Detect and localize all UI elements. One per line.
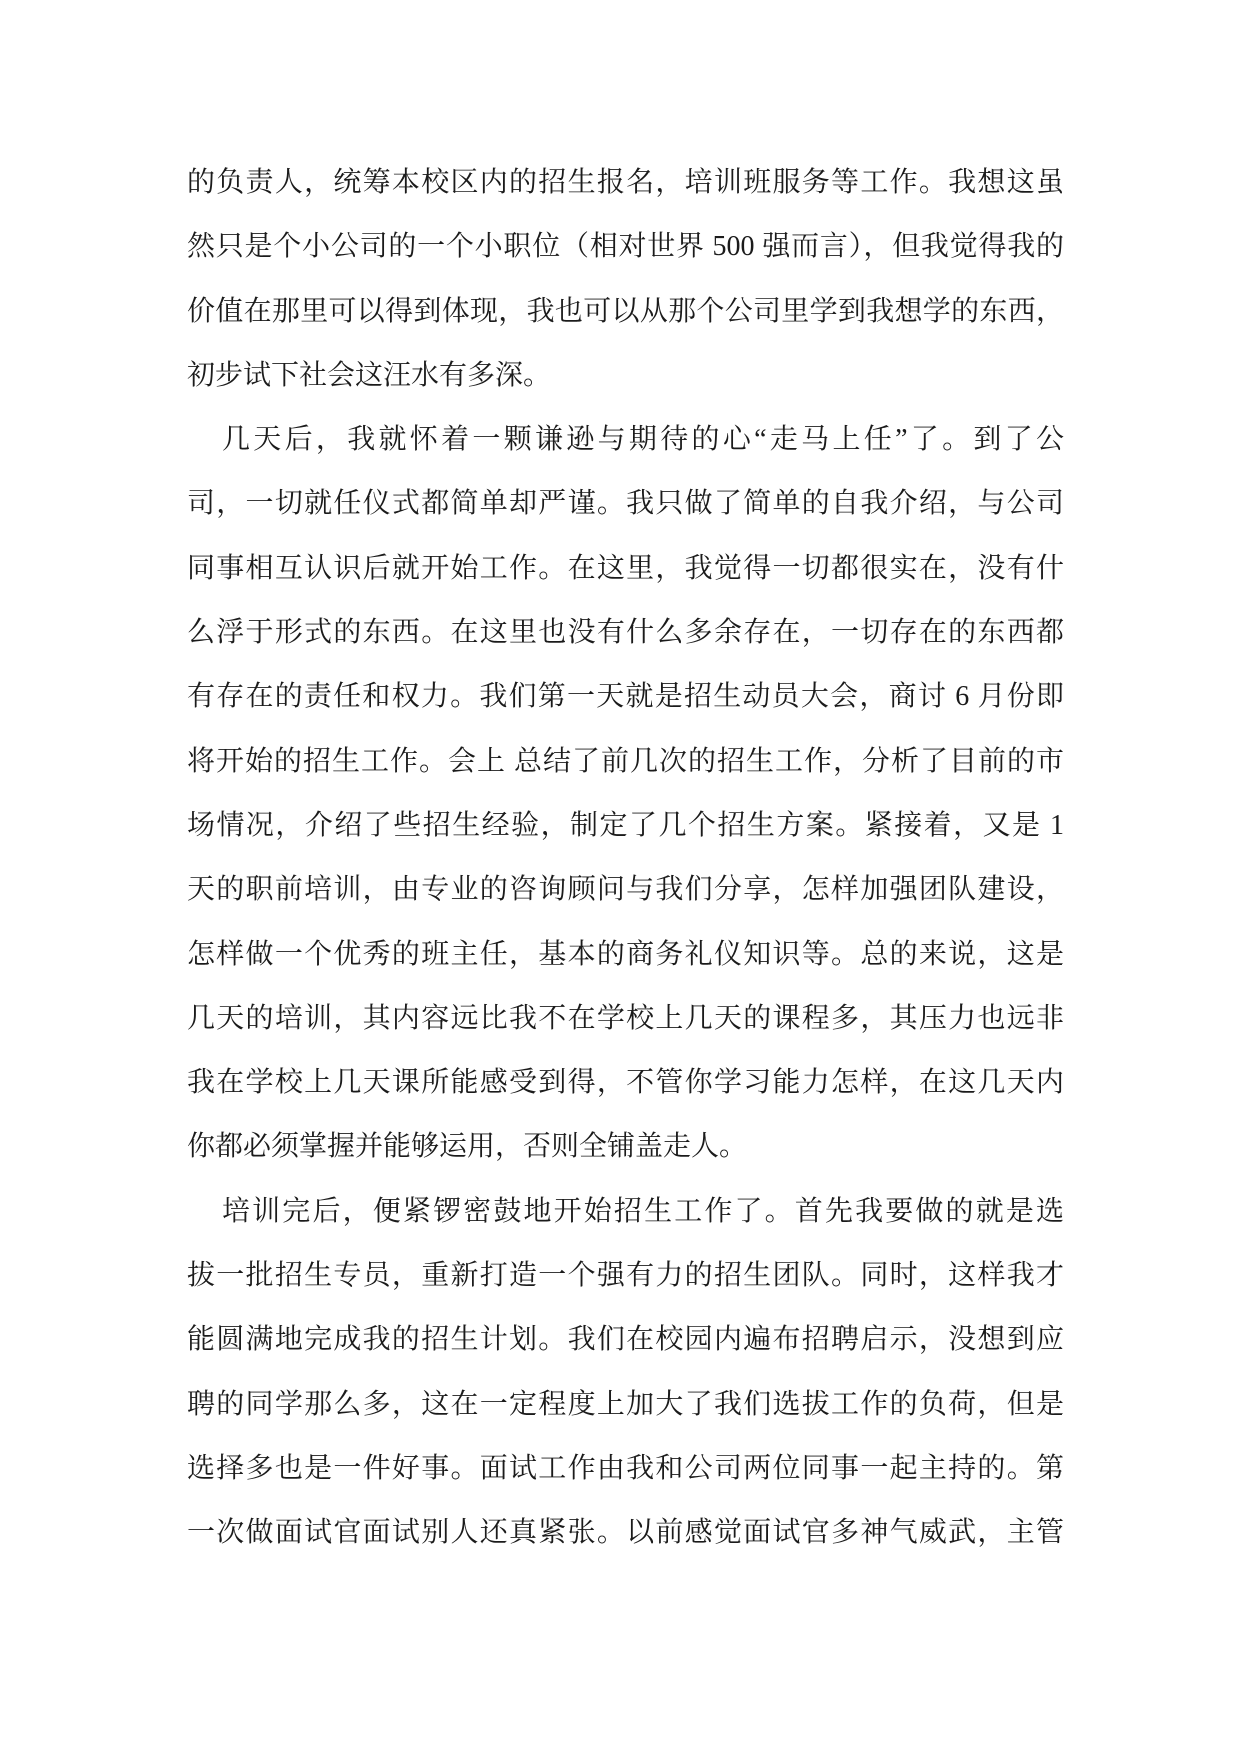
text-line: 价值在那里可以得到体现，我也可以从那个公司里学到我想学的东西， (187, 295, 1064, 327)
text-line: 能圆满地完成我的招生计划。我们在校园内遍布招聘启示，没想到应 (187, 1324, 1064, 1356)
body-text (187, 151, 1064, 1566)
text-line: 我在学校上几天课所能感受到得，不管你学习能力怎样，在这几天内 (187, 1067, 1064, 1099)
text-line: 几天后，我就怀着一颗谦逊与期待的心“走马上任”了。到了公 (222, 424, 1064, 456)
text-line: 将开始的招生工作。会上 总结了前几次的招生工作，分析了目前的市 (187, 745, 1064, 777)
text-line: 的负责人，统筹本校区内的招生报名，培训班服务等工作。我想这虽 (187, 167, 1064, 198)
paragraph (187, 408, 1064, 1180)
text-line: 培训完后，便紧锣密鼓地开始招生工作了。首先我要做的就是选 (222, 1195, 1064, 1227)
paragraph (187, 1180, 1064, 1566)
text-line: 初步试下社会这汪水有多深。 (187, 359, 552, 391)
text-line: 司，一切就任仪式都简单却严谨。我只做了简单的自我介绍，与公司 (187, 488, 1064, 520)
text-line: 怎样做一个优秀的班主任，基本的商务礼仪知识等。总的来说，这是 (187, 938, 1064, 970)
text-line: 同事相互认识后就开始工作。在这里，我觉得一切都很实在，没有什 (187, 552, 1064, 584)
text-line: 拔一批招生专员，重新打造一个强有力的招生团队。同时，这样我才 (187, 1260, 1064, 1292)
text-line: 有存在的责任和权力。我们第一天就是招生动员大会，商讨 6 月份即 (187, 681, 1064, 713)
paragraph (187, 151, 1064, 408)
text-line: 你都必须掌握并能够运用，否则全铺盖走人。 (187, 1131, 748, 1163)
text-line: 一次做面试官面试别人还真紧张。以前感觉面试官多神气威武，主管 (187, 1517, 1064, 1549)
text-line: 天的职前培训，由专业的咨询顾问与我们分享，怎样加强团队建设， (187, 874, 1064, 906)
text-line: 么浮于形式的东西。在这里也没有什么多余存在，一切存在的东西都 (187, 617, 1064, 649)
text-line: 聘的同学那么多，这在一定程度上加大了我们选拔工作的负荷，但是 (187, 1388, 1064, 1420)
text-line: 然只是个小公司的一个小职位（相对世界 500 强而言），但我觉得我的 (187, 231, 1064, 263)
text-line: 几天的培训，其内容远比我不在学校上几天的课程多，其压力也远非 (187, 1002, 1064, 1034)
text-line: 场情况，介绍了些招生经验，制定了几个招生方案。紧接着，又是 1 (187, 809, 1064, 841)
text-line: 选择多也是一件好事。面试工作由我和公司两位同事一起主持的。第 (187, 1452, 1064, 1484)
